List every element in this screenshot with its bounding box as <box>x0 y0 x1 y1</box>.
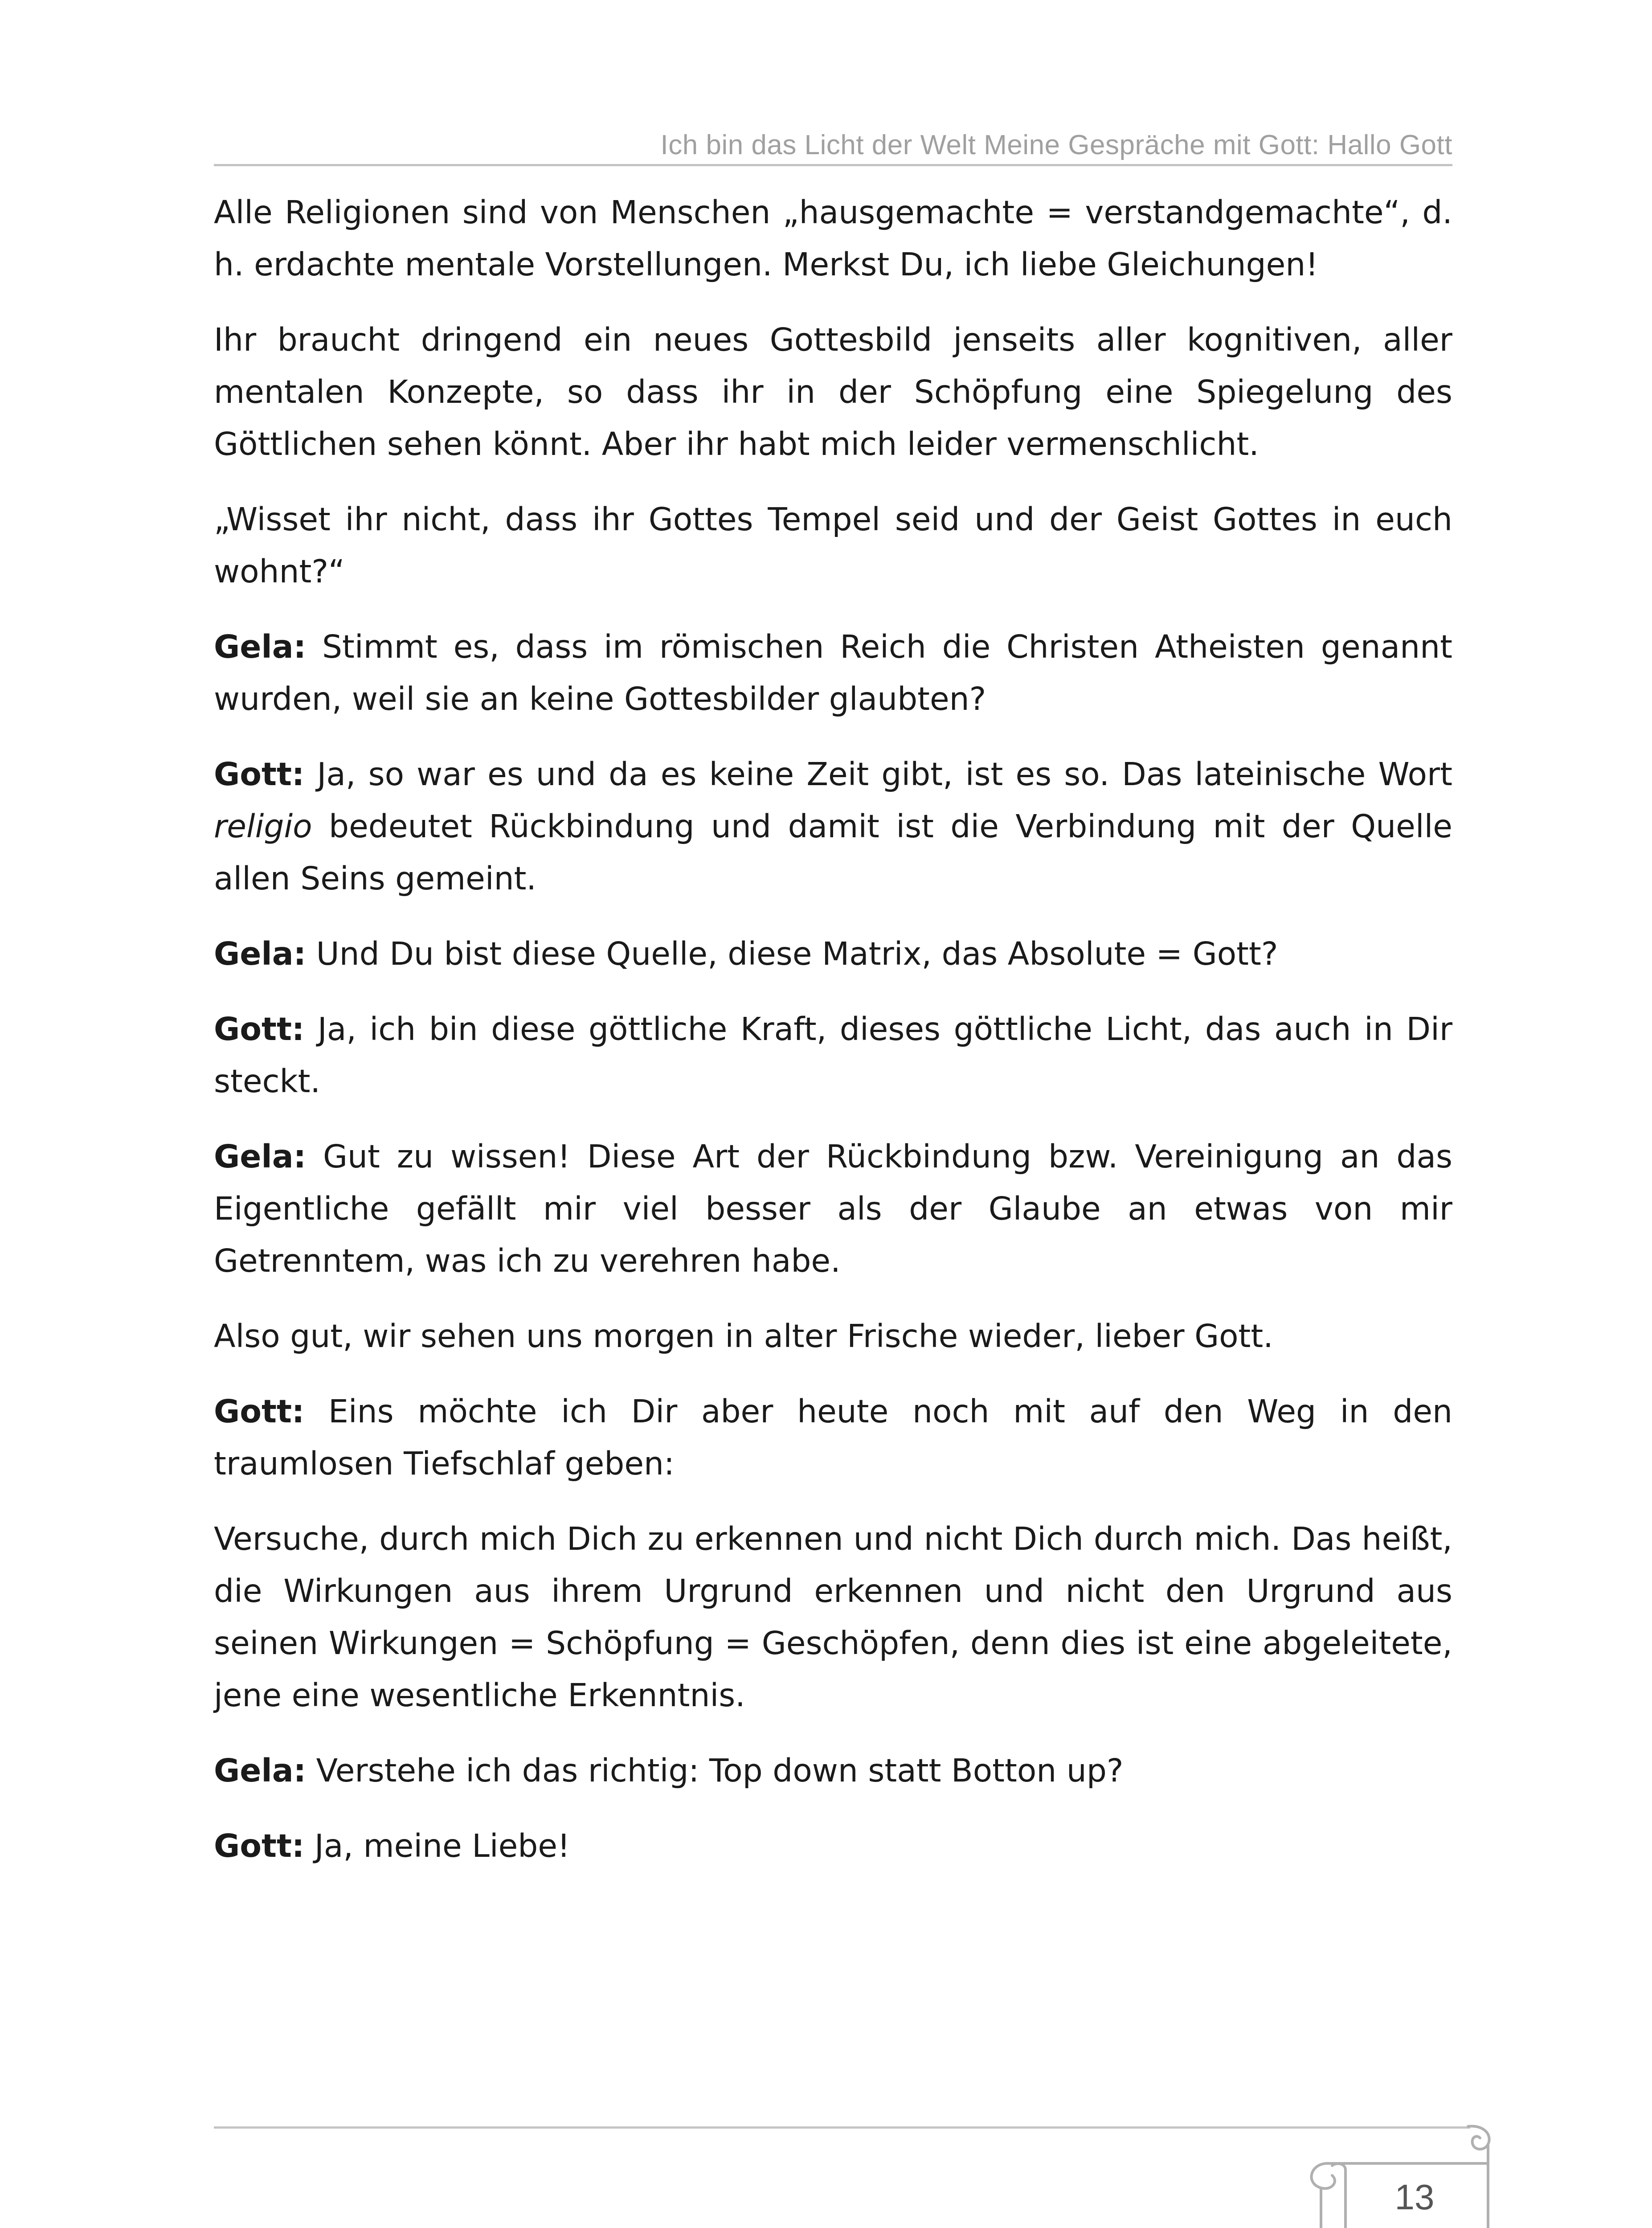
paragraph-text: Ihr braucht dringend ein neues Gottesbild jenseits aller kognitiven, aller mentalen Konzepte, so dass ihr in der Schöpfung eine Spiegelung des Göttlichen sehen könnt. Aber ihr habt mich leider vermenschlicht. <box>214 321 1452 463</box>
paragraph-text: Verstehe ich das richtig: Top down statt Botton up? <box>316 1752 1124 1789</box>
running-header: Ich bin das Licht der Welt Meine Gespräche mit Gott: Hallo Gott <box>660 130 1452 160</box>
speaker-label: Gott: <box>214 1011 305 1048</box>
page-number: 13 <box>1394 2177 1435 2217</box>
paragraph-text: Stimmt es, dass im römischen Reich die Christen Atheisten genannt wurden, weil sie an keine Gottesbilder glaubten? <box>214 628 1452 717</box>
paragraph-text: Ja, so war es und da es keine Zeit gibt, ist es so. Das lateinische Wort <box>317 756 1452 793</box>
paragraph-text: „Wisset ihr nicht, dass ihr Gottes Tempel seid und der Geist Gottes in euch wohnt?“ <box>214 501 1452 590</box>
paragraph-3 <box>214 493 1452 598</box>
paragraph-text: Alle Religionen sind von Menschen „hausgemachte = verstandgemachte“, d. h. erdachte mentale Vorstellungen. Merkst Du, ich liebe Gleichungen! <box>214 194 1452 283</box>
paragraph-text: Ja, meine Liebe! <box>314 1827 570 1864</box>
paragraph-12 <box>214 1745 1452 1797</box>
paragraph-11 <box>214 1513 1452 1721</box>
speaker-label: Gela: <box>214 628 307 665</box>
paragraph-text: Also gut, wir sehen uns morgen in alter Frische wieder, lieber Gott. <box>214 1318 1273 1355</box>
speaker-label: Gela: <box>214 1138 307 1175</box>
paragraph-text: Gut zu wissen! Diese Art der Rückbindung bzw. Vereinigung an das Eigentliche gefällt mir viel besser als der Glaube an etwas von mir Getrenntem, was ich zu verehren habe. <box>214 1138 1452 1279</box>
paragraph-13 <box>214 1820 1452 1872</box>
paragraph-6 <box>214 928 1452 980</box>
speaker-label: Gott: <box>214 1393 305 1430</box>
speaker-label: Gela: <box>214 1752 307 1789</box>
paragraph-text: Ja, ich bin diese göttliche Kraft, dieses göttliche Licht, das auch in Dir steckt. <box>214 1011 1453 1100</box>
paragraph-5 <box>214 748 1452 905</box>
paragraph-4 <box>214 621 1452 725</box>
paragraph-9 <box>214 1310 1452 1362</box>
paragraph-1 <box>214 186 1452 291</box>
speaker-label: Gott: <box>214 1827 305 1864</box>
paragraph-2 <box>214 314 1452 470</box>
speaker-label: Gela: <box>214 935 307 972</box>
paragraph-text: Eins möchte ich Dir aber heute noch mit auf den Weg in den traumlosen Tiefschlaf geben: <box>214 1393 1452 1482</box>
emphasis-religio: religio <box>214 808 312 845</box>
paragraph-text: bedeutet Rückbindung und damit ist die Verbindung mit der Quelle allen Seins gemeint. <box>214 808 1452 897</box>
body-text <box>214 186 1452 1895</box>
paragraph-text: Versuche, durch mich Dich zu erkennen und nicht Dich durch mich. Das heißt, die Wirkungen aus ihrem Urgrund erkennen und nicht den Urgrund aus seinen Wirkungen = Schöpfung = Geschöpfen, denn dies ist eine abgeleitete, jene eine wesentliche Erkenntnis. <box>214 1520 1452 1714</box>
speaker-label: Gott: <box>214 756 305 793</box>
footer-divider <box>214 2126 1470 2129</box>
paragraph-10 <box>214 1385 1452 1490</box>
paragraph-7 <box>214 1003 1452 1107</box>
paragraph-text: Und Du bist diese Quelle, diese Matrix, das Absolute = Gott? <box>316 935 1278 972</box>
header-divider <box>214 164 1452 166</box>
paragraph-8 <box>214 1130 1452 1287</box>
